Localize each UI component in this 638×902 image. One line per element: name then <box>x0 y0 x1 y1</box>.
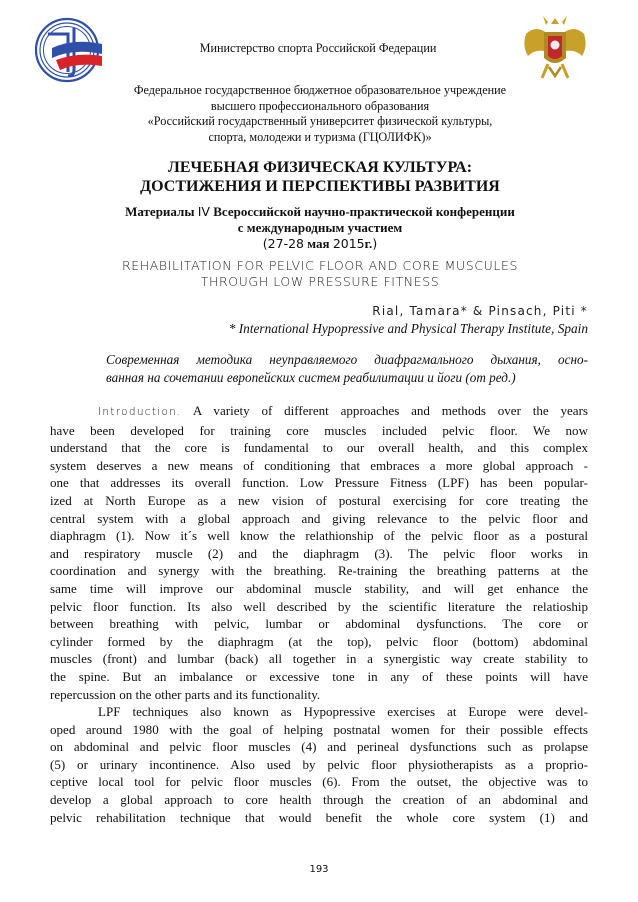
paragraph-line: ceptive local tool for pelvic floor muscles (6). From the outset, the objective was to <box>50 774 588 790</box>
paragraph-line: oped around 1980 with the goal of helping postnatal women for their possible effects <box>50 721 588 737</box>
paragraph-line: central system with a global approach and giving relevance to the pelvic floor and <box>50 510 588 526</box>
paragraph-line: (5) or urinary incontinence. Also used by pelvic floor physiotherapists as a proprio- <box>50 756 588 772</box>
editor-note-line: Современная методика неуправляемого диафрагмального дыхания, осно- <box>106 352 588 367</box>
university-name <box>100 83 540 145</box>
paragraph-line: the spine. But an imbalance or excessive tone in any of these points will have <box>50 668 588 684</box>
paragraph-line-text: A variety of different approaches and methods over the years <box>192 403 589 418</box>
materials-line2: с международным участием <box>237 220 403 235</box>
editor-note-line: ванная на сочетании европейских систем реабилитации и йоги (от ред.) <box>106 369 516 385</box>
paragraph-line: pelvic rehabilitation technique that would benefit the whole core system (1) and <box>50 809 588 825</box>
paragraph-line: same time will improve our abdominal muscle stability, and will get enhance the <box>50 580 588 596</box>
dates-g: г. <box>364 236 373 251</box>
conference-title-line: ДОСТИЖЕНИЯ И ПЕРСПЕКТИВЫ РАЗВИТИЯ <box>140 177 500 195</box>
article-title-line: THROUGH LOW PRESSURE FITNESS <box>200 273 440 289</box>
paragraph-line: pelvic floor function. Its also well described by the scientific literature the relatioship <box>50 598 588 614</box>
paragraph-line: develop a global approach to core health through the creation of an abdominal and <box>50 792 588 808</box>
paragraph-line: muscles (front) and lumbar (back) all together in a synergistic way create stability to <box>50 651 588 667</box>
university-line: спорта, молодежи и туризма (ГЦОЛИФК)» <box>208 129 432 144</box>
dates-close: ) <box>372 236 378 251</box>
university-line: «Российский государственный университет физической культуры, <box>147 114 493 129</box>
dates-month: мая <box>307 236 330 251</box>
paragraph-line: between breathing with pelvic, lumbar or abdominal dysfunctions. The core or <box>50 616 588 632</box>
paragraph-line: coordination and synergy with the breathing. Re-training the breathing patterns at the <box>50 563 588 579</box>
materials-roman-numeral: IV <box>197 204 210 219</box>
article-body <box>50 402 588 826</box>
university-line: Федеральное государственное бюджетное образовательное учреждение <box>133 83 507 97</box>
dates-year: 2015 <box>332 236 365 251</box>
article-affiliation: * International Hypopressive and Physical Therapy Institute, Spain <box>228 321 588 336</box>
page-number: 193 <box>309 864 329 875</box>
article-authors: Rial, Tamara* & Pinsach, Piti * <box>372 304 588 318</box>
university-logo-icon <box>34 14 104 86</box>
conference-materials <box>60 204 580 252</box>
intro-label: Introduction. <box>98 406 182 418</box>
paragraph-line <box>50 402 588 422</box>
university-line: высшего профессионального образования <box>210 98 430 113</box>
paragraph-line: diaphragm (1). Now it´s well know the relathionship of the pelvic floor as a postural <box>50 528 588 544</box>
paragraph-line: LPF techniques also known as Hypopressive exercises at Europe were devel- <box>98 704 588 720</box>
materials-suffix: Всероссийской научно-практической конференции <box>213 204 515 219</box>
paragraph-line: cylinder formed by the diaphragm (at the top), pelvic floor (bottom) abdominal <box>50 633 588 649</box>
editor-note <box>106 351 588 386</box>
conference-title <box>80 159 560 196</box>
ministry-name: Министерство спорта Российской Федерации <box>199 41 437 55</box>
paragraph-line: on abdominal and pelvic floor muscles (4) and perineal dysfunctions such as prolapse <box>50 739 588 755</box>
russian-coat-of-arms-icon <box>518 12 592 86</box>
paragraph-line: repercussion on the other parts and its functionality. <box>50 686 321 702</box>
dates-open: (27-28 <box>262 236 304 251</box>
article-title <box>60 258 580 289</box>
paragraph-line: one that addresses its overall function. Low Pressure Fitness (LPF) has been popular- <box>50 475 588 491</box>
materials-prefix: Материалы <box>125 204 195 219</box>
article-title-line: REHABILITATION FOR PELVIC FLOOR AND CORE MUSCULES <box>121 258 519 273</box>
paragraph-line: have been developed for training core muscles included pelvic floor. We now <box>50 422 588 438</box>
paragraph-line: system deserves a new means of conditioning that embraces a more global approach - <box>50 457 588 473</box>
paragraph-line: understand that the core is fundamental to our overall health, and this complex <box>50 440 588 456</box>
paragraph-line: ized at North Europe as a new vision of postural exercising for core treating the <box>50 492 588 508</box>
paragraph-line: and respiratory muscle (2) and the diaphragm (3). The pelvic floor works in <box>50 545 588 561</box>
conference-title-line: ЛЕЧЕБНАЯ ФИЗИЧЕСКАЯ КУЛЬТУРА: <box>167 159 473 176</box>
